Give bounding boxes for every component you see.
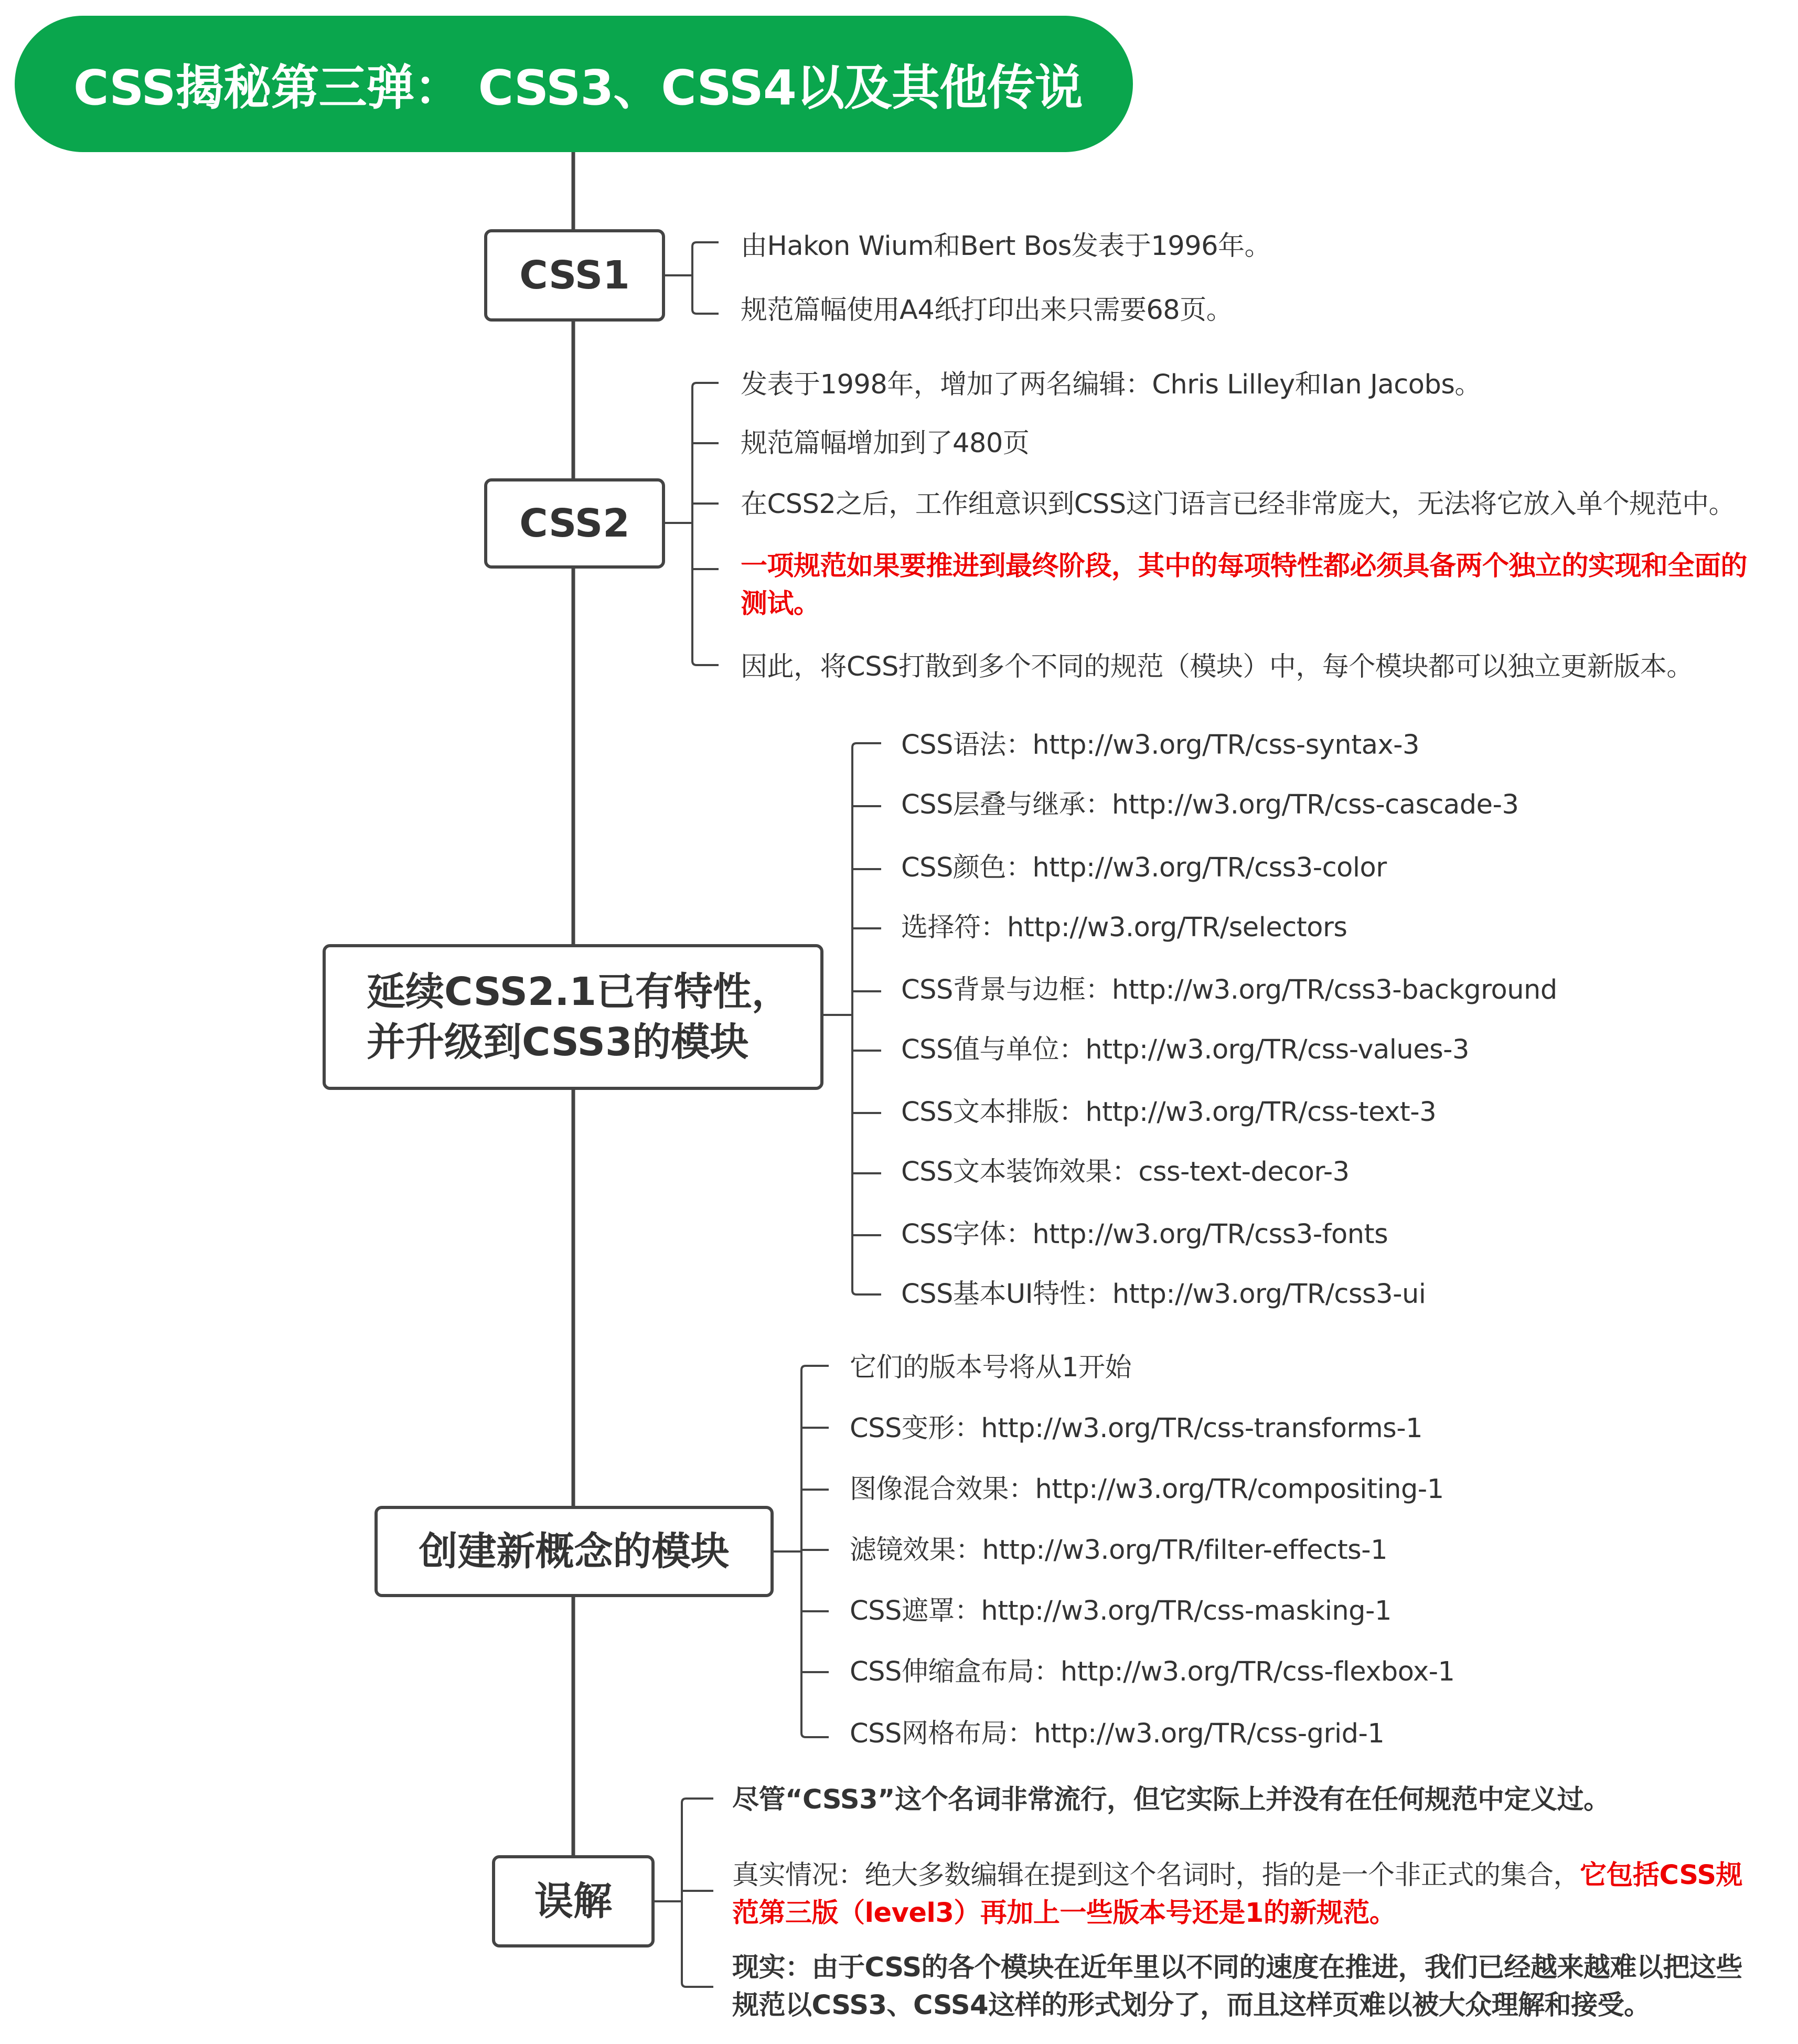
node-css21-modules[interactable] <box>323 944 823 1090</box>
node-css21-label <box>367 967 790 1067</box>
bracket-css1 <box>665 242 719 314</box>
leaf-new-3: 图像混合效果：http://w3.org/TR/compositing-1 <box>850 1474 1444 1505</box>
leaf-css2-2: 规范篇幅增加到了480页 <box>741 428 1030 459</box>
leaf-css21-8: CSS文本装饰效果：css-text-decor-3 <box>901 1157 1350 1187</box>
node-css1[interactable] <box>484 229 665 322</box>
leaf-css21-7: CSS文本排版：http://w3.org/TR/css-text-3 <box>901 1097 1437 1128</box>
leaf-css21-3: CSS颜色：http://w3.org/TR/css3-color <box>901 852 1387 883</box>
leaf-css21-1: CSS语法：http://w3.org/TR/css-syntax-3 <box>901 730 1420 761</box>
leaf-new-6: CSS伸缩盒布局：http://w3.org/TR/css-flexbox-1 <box>850 1656 1455 1687</box>
leaf-myth-3-line1: 现实：由于CSS的各个模块在近年里以不同的速度在推进，我们已经越来越难以把这些 <box>732 1952 1743 1983</box>
leaf-css2-3: 在CSS2之后，工作组意识到CSS这门语言已经非常庞大，无法将它放入单个规范中。 <box>741 489 1736 520</box>
leaf-css1-2: 规范篇幅使用A4纸打印出来只需要68页。 <box>741 295 1233 326</box>
leaf-css21-6: CSS值与单位：http://w3.org/TR/css-values-3 <box>901 1034 1470 1065</box>
leaf-myth-2-line1 <box>732 1857 1742 1895</box>
node-css2[interactable] <box>484 478 665 569</box>
bracket-css2 <box>665 383 719 665</box>
leaf-myth-1: 尽管“CSS3”这个名词非常流行，但它实际上并没有在任何规范中定义过。 <box>732 1784 1610 1815</box>
root-topic[interactable]: CSS揭秘第三弹： CSS3、CSS4以及其他传说 <box>15 16 1133 152</box>
bracket-new <box>774 1366 829 1737</box>
leaf-css2-1: 发表于1998年，增加了两名编辑：Chris Lilley和Ian Jacobs。 <box>741 369 1481 400</box>
leaf-new-5: CSS遮罩：http://w3.org/TR/css-masking-1 <box>850 1596 1392 1626</box>
leaf-myth-2-emph2: 范第三版（level3）再加上一些版本号还是1的新规范。 <box>732 1898 1396 1929</box>
leaf-css21-9: CSS字体：http://w3.org/TR/css3-fonts <box>901 1219 1388 1250</box>
leaf-new-4: 滤镜效果：http://w3.org/TR/filter-effects-1 <box>850 1535 1388 1566</box>
leaf-myth-3-line2: 规范以CSS3、CSS4这样的形式划分了，而且这样页难以被大众理解和接受。 <box>732 1990 1651 2021</box>
leaf-css21-2: CSS层叠与继承：http://w3.org/TR/css-cascade-3 <box>901 789 1519 820</box>
node-new-modules-label: 创建新概念的模块 <box>419 1528 730 1574</box>
leaf-css2-4-line1: 一项规范如果要推进到最终阶段，其中的每项特性都必须具备两个独立的实现和全面的 <box>741 551 1748 582</box>
leaf-new-7: CSS网格布局：http://w3.org/TR/css-grid-1 <box>850 1718 1385 1749</box>
node-new-modules[interactable] <box>374 1506 774 1597</box>
node-css21-label-line2: 并升级到CSS3的模块 <box>367 1020 749 1065</box>
leaf-css2-5: 因此，将CSS打散到多个不同的规范（模块）中，每个模块都可以独立更新版本。 <box>741 651 1693 682</box>
node-misconceptions[interactable] <box>492 1855 655 1947</box>
node-css2-label: CSS2 <box>519 500 630 546</box>
leaf-myth-2-emph1: 它包括CSS规 <box>1580 1860 1743 1891</box>
leaf-new-2: CSS变形：http://w3.org/TR/css-transforms-1 <box>850 1413 1423 1444</box>
leaf-css2-4-line2: 测试。 <box>741 588 820 619</box>
node-css1-label: CSS1 <box>519 252 630 298</box>
leaf-new-1: 它们的版本号将从1开始 <box>850 1352 1131 1383</box>
leaf-css21-10: CSS基本UI特性：http://w3.org/TR/css3-ui <box>901 1279 1426 1310</box>
leaf-myth-3 <box>732 1949 1742 2025</box>
leaf-css1-1: 由Hakon Wium和Bert Bos发表于1996年。 <box>741 231 1271 262</box>
leaf-myth-2 <box>732 1857 1742 1932</box>
leaf-css21-5: CSS背景与边框：http://w3.org/TR/css3-background <box>901 975 1557 1005</box>
node-misconceptions-label: 误解 <box>534 1878 612 1924</box>
bracket-css21 <box>823 743 881 1294</box>
node-css21-label-line1: 延续CSS2.1已有特性， <box>367 969 791 1014</box>
leaf-css2-4 <box>741 548 1747 623</box>
leaf-css21-4: 选择符：http://w3.org/TR/selectors <box>901 912 1347 943</box>
leaf-myth-2-plain: 真实情况：绝大多数编辑在提到这个名词时，指的是一个非正式的集合， <box>732 1860 1580 1891</box>
bracket-myth <box>655 1799 713 1987</box>
